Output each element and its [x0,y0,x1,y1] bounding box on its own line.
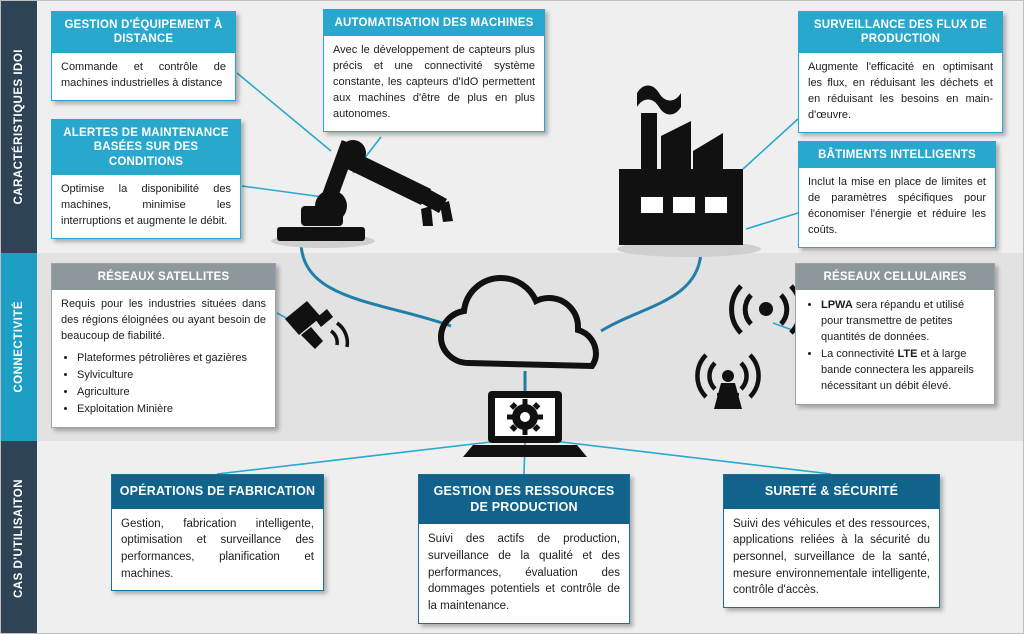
callout-body: Inclut la mise en place de limites et de paramètres spécifiques pour économiser l'énergie et réduire les coûts. [808,176,986,237]
callout-cellular-networks[interactable] [795,263,995,405]
callout-title: OPÉRATIONS DE FABRICATION [112,475,323,509]
callout-body [796,290,994,404]
band-label-use-cases [1,441,37,634]
callout-smart-buildings[interactable] [798,141,996,248]
term-lte: LTE [897,348,918,361]
callout-title: RÉSEAUX CELLULAIRES [796,264,994,290]
callout-body [52,290,275,427]
list-item-lead: La connectivité [821,348,895,361]
list-item: • Plateformes pétrolières et gazières [77,351,266,367]
term-lpwa: LPWA [821,299,853,312]
list-item-rest: sera répandu et utilisé pour transmettre de petites quantités de données. [821,299,965,344]
satellite-list [61,351,266,418]
callout-body: Commande et contrôle de machines industrielles à distance [61,60,226,89]
list-item: • Sylviculture [77,368,266,384]
band-label-iot [1,1,37,253]
callout-remote-equipment[interactable] [51,11,236,101]
callout-body: Gestion, fabrication intelligente, optimisation et surveillance des performances, planification et machines. [121,517,314,580]
callout-paragraph: Requis pour les industries situées dans des régions éloignées ou ayant besoin de beaucoup de fiabilité. [61,298,266,343]
callout-body: Suivi des véhicules et des ressources, applications reliées à la sécurité du personnel, surveillance de la santé, mesure environnementale intelligente, contrôle d'accès. [733,517,930,597]
callout-production-flow-surveillance[interactable] [798,11,1003,133]
list-item [821,298,985,346]
band-label-text: CONNECTIVITÉ [12,301,25,393]
callout-title: ALERTES DE MAINTENANCE BASÉES SUR DES CONDITIONS [52,120,240,175]
callout-body: Avec le développement de capteurs plus précis et une connectivité système constante, les capteurs d'IdO permettent aux machines d'être de plus en plus autonomes. [333,44,535,121]
callout-title: BÂTIMENTS INTELLIGENTS [799,142,995,168]
callout-body: Optimise la disponibilité des machines, minimise les interruptions et augmente le débit. [61,183,231,227]
callout-safety-security[interactable] [723,474,940,608]
list-item [821,347,985,395]
callout-title: SURETÉ & SÉCURITÉ [724,475,939,509]
callout-body: Augmente l'efficacité en optimisant les flux, en réduisant les déchets et en réduisant les besoins en main-d'œuvre. [808,60,993,121]
callout-title: RÉSEAUX SATELLITES [52,264,275,290]
callout-production-resources[interactable] [418,474,630,624]
list-item: • Exploitation Minière [77,402,266,418]
callout-manufacturing-operations[interactable] [111,474,324,591]
list-item-rest: et à large bande connectera les appareils nécessitant un débit élevé. [821,348,974,393]
band-label-connectivity [1,253,37,441]
callout-title: AUTOMATISATION DES MACHINES [324,10,544,36]
band-label-text: CARACTÉRISTIQUES IDOI [12,49,25,205]
callout-satellite-networks[interactable] [51,263,276,428]
callout-body: Suivi des actifs de production, surveillance de la qualité et des performances, évaluation des dommages potentiels et contrôle de la maintenance. [428,533,620,612]
callout-title: GESTION D'ÉQUIPEMENT À DISTANCE [52,12,235,53]
callout-machine-automation[interactable] [323,9,545,132]
list-item: • Agriculture [77,385,266,401]
callout-title: GESTION DES RESSOURCES DE PRODUCTION [419,475,629,524]
cellular-list [805,298,985,395]
callout-title: SURVEILLANCE DES FLUX DE PRODUCTION [799,12,1002,53]
band-label-text: CAS D'UTILISAITON [12,478,25,598]
callout-maintenance-alerts[interactable] [51,119,241,239]
